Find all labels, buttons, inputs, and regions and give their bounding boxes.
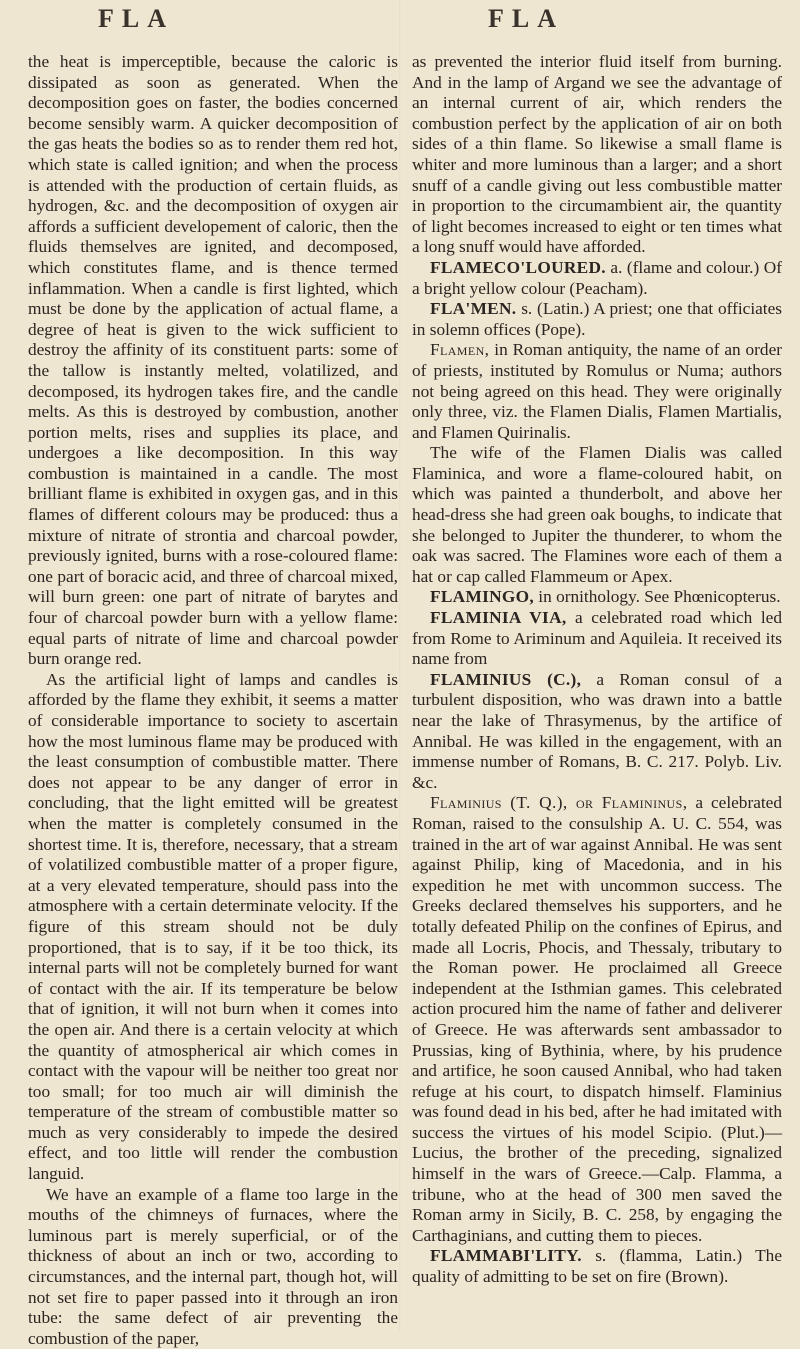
- right-column: [412, 52, 782, 1288]
- entry-body: in ornithology. See Phœnicopterus.: [533, 587, 781, 607]
- headword: FLAMINIA VIA,: [430, 608, 567, 628]
- paragraph-artificial-light: As the artificial light of lamps and candles is afforded by the flame they exhibit, it seems a matter of considerable importance to society to ascertain how the most luminous flame may be produced with the least consumption of combustible matter. There does not appear to be any danger of error in concluding, that the light emitted will be greatest when the matter is completely consumed in the shortest time. It is, therefore, necessary, that a stream of volatilized combustible matter of a proper figure, at a very elevated temperature, should pass into the atmosphere with a certain determinate velocity. If the figure of this stream should not be duly proportioned, that is to say, if it be too thick, its internal parts will not be completely burned for want of contact with the air. If its temperature be below that of ignition, it will not burn when it comes into the open air. And there is a certain velocity at which the quantity of atmospherical air which comes in contact with the vapour will be neither too great nor too small; for too much air will diminish the temperature of the stream of combustible matter so much as very considerably to impede the desired effect, and too little will render the combustion languid.: [28, 669, 398, 1184]
- entry-flammability: [412, 1246, 782, 1287]
- entry-flaminius-t: [412, 793, 782, 1246]
- entry-body: a celebrated Roman, raised to the consulship A. U. C. 554, was trained in the art of war against Annibal. He was sent against Philip, king of Macedonia, and in his expedition he met with uncommon success. The Greeks declared themselves his supporters, and he totally defeated Philip on the confines of Epirus, and made all Locris, Phocis, and Thessaly, tributary to the Roman power. He proclaimed all Greece independent at the Isthmian games. This celebrated action procured him the name of father and deliverer of Greece. He was afterwards sent ambassador to Prussias, king of Bythinia, where, by his prudence and artifice, he soon caused Annibal, who had taken refuge at his court, to dispatch himself. Flaminius was found dead in his bed, after he had imitated with success the virtues of his model Scipio. (Plut.)—Lucius, the brother of the preceding, signalized himself in the wars of Greece.—Calp. Flamma, a tribune, who at the head of 300 men saved the Roman army in Sicily, B. C. 258, by engaging the Carthaginians, and cutting them to pieces.: [412, 793, 782, 1245]
- left-column: [28, 52, 398, 1349]
- entry-body: a celebrated road which led from Rome to Ariminum and Aquileia. It received its name from: [412, 608, 782, 669]
- entry-flaminius-c: [412, 670, 782, 794]
- entry-flamecoloured: [412, 258, 782, 299]
- entry-flaminia-via: [412, 608, 782, 670]
- entry-body: in Roman antiquity, the name of an order of priests, instituted by Romulus or Numa; authors not being agreed on this head. They were originally only three, viz. the Flamen Dialis, Flamen Martialis, and Flamen Quirinalis.: [412, 340, 782, 442]
- headword: FLAMMABI'LITY.: [430, 1246, 582, 1266]
- entry-flamingo: [412, 587, 782, 608]
- paragraph-argand-lamp: as prevented the interior fluid itself from burning. And in the lamp of Argand we see the advantage of an internal current of air, which renders the combustion perfect by the application of air on both sides of a thin flame. So likewise a small flame is whiter and more luminous than a larger; and a short snuff of a candle giving out less combustible matter in proportion to the circumambient air, the quantity of light becomes increased to eight or ten times what a long snuff would have afforded.: [412, 52, 782, 257]
- entry-flamen-wife: The wife of the Flamen Dialis was called Flaminica, and wore a flame-coloured habit, on which was painted a thunderbolt, and above her head-dress she had green oak boughs, to indicate that she belonged to Jupiter the thunderer, to whom the oak was sacred. The Flamines wore each of them a hat or cap called Flammeum or Apex.: [412, 443, 782, 586]
- headword: FLA'MEN.: [430, 299, 517, 319]
- headword: FLAMECO'LOURED.: [430, 257, 606, 277]
- entry-body: s. (Latin.) A priest; one that officiates in solemn offices (Pope).: [412, 299, 782, 339]
- entry-body: s. (flamma, Latin.) The quality of admitting to be set on fire (Brown).: [412, 1246, 782, 1287]
- entry-body: a. (flame and colour.) Of a bright yellow colour (Peacham).: [412, 257, 782, 298]
- paragraph-flame-example: We have an example of a flame too large in the mouths of the chimneys of furnaces, where the luminous part is merely superficial, or of the thickness of about an inch or two, according to circumstances, and the internal part, though hot, will not set fire to paper passed into it through an iron tube: the same defect of air preventing the combustion of the paper,: [28, 1184, 398, 1348]
- entry-flamen-antiquity: [412, 340, 782, 443]
- entry-flamen: [412, 299, 782, 340]
- headword: FLAMINIUS (C.),: [430, 669, 582, 689]
- running-head-left: FLA: [98, 4, 174, 33]
- headword: FLAMINGO,: [430, 587, 534, 607]
- entry-body: a Roman consul of a turbulent disposition, who was drawn into a battle near the lake of Thrasymenus, by the artifice of Annibal. He was killed in the engagement, with an immense number of Romans, B. C. 217. Polyb. Liv. &c.: [412, 669, 782, 792]
- page-gutter: [399, 0, 401, 1332]
- headword: Flamen,: [430, 340, 490, 360]
- paragraph-flame-continued: the heat is imperceptible, because the caloric is dissipated as soon as generated. When the decomposition goes on faster, the bodies concerned become sensibly warm. A quicker decomposition of the gas heats the bodies so as to render them red hot, which state is called ignition; and when the process is attended with the production of certain fluids, as hydrogen, &c. and the decomposition of oxygen air affords a sufficient developement of caloric, then the fluids themselves are ignited, and decomposed, which constitutes flame, and is thence termed inflammation. When a candle is first lighted, which must be done by the application of actual flame, a degree of heat is given to the wick sufficient to destroy the affinity of its constituent parts: some of the tallow is instantly melted, volatilized, and decomposed, its hydrogen takes fire, and the candle melts. As this is destroyed by combustion, another portion melts, rises and supplies its place, and undergoes a like decomposition. In this way combustion is maintained in a candle. The most brilliant flame is exhibited in oxygen gas, and in this flames of different colours may be produced: thus a mixture of nitrate of strontia and charcoal powder, previously ignited, burns with a rose-coloured flame: one part of boracic acid, and three of charcoal mixed, will burn green: one part of nitrate of barytes and four of charcoal powder burn with a yellow flame: equal parts of nitrate of lime and charcoal powder burn orange red.: [28, 52, 398, 669]
- headword: Flaminius (T. Q.), or Flamininus,: [430, 793, 688, 813]
- running-head-right: FLA: [488, 4, 564, 33]
